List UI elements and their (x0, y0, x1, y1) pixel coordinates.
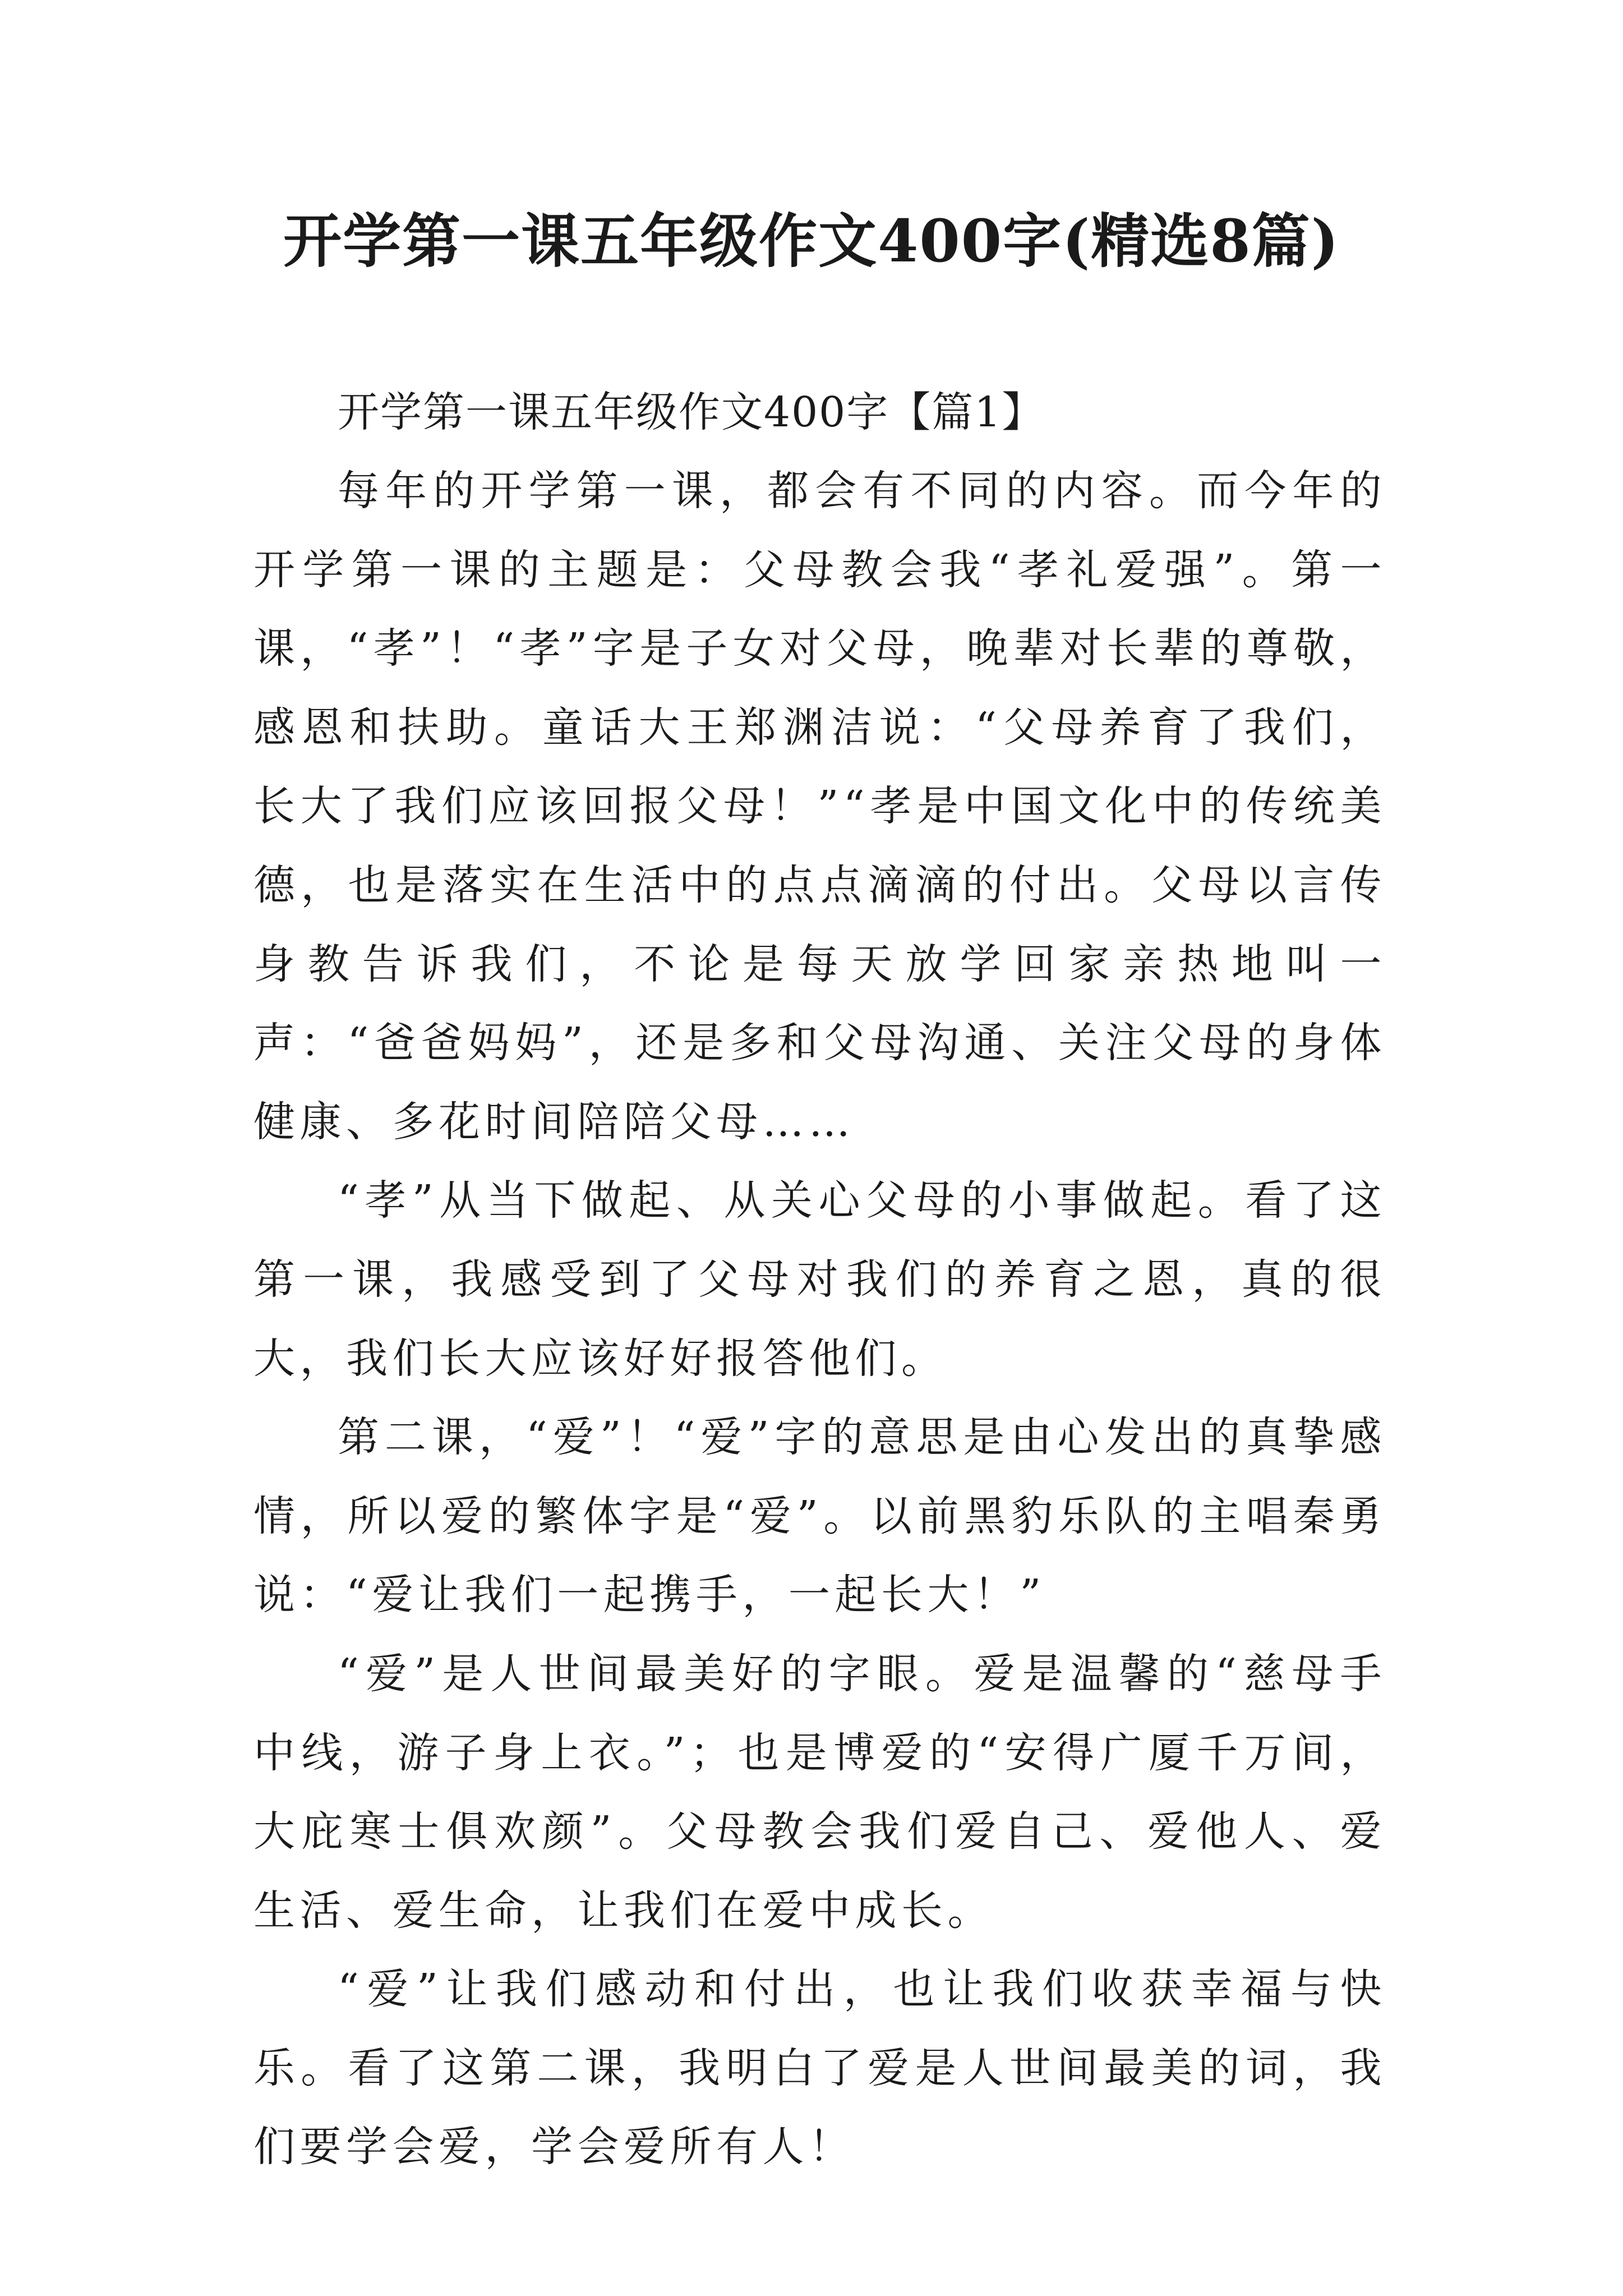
document-body (253, 373, 1386, 2187)
section-heading: 开学第一课五年级作文400字【篇1】 (338, 388, 1045, 436)
paragraph-1: 每年的开学第一课，都会有不同的内容。而今年的开学第一课的主题是：父母教会我“孝礼爱强”。第一课，“孝”！“孝”字是子女对父母，晚辈对长辈的尊敬，感恩和扶助。童话大王郑渊洁说：“父母养育了我们，长大了我们应该回报父母！”“孝是中国文化中的传统美德，也是落实在生活中的点点滴滴的付出。父母以言传身教告诉我们，不论是每天放学回家亲热地叫一声：“爸爸妈妈”，还是多和父母沟通、关注父母的身体健康、多花时间陪陪父母…… (253, 467, 1386, 1146)
paragraph-5: “爱”让我们感动和付出，也让我们收获幸福与快乐。看了这第二课，我明白了爱是人世间最美的词，我们要学会爱，学会爱所有人！ (253, 1965, 1386, 2171)
document-title: 开学第一课五年级作文400字(精选8篇) (283, 206, 1340, 275)
paragraph-4: “爱”是人世间最美好的字眼。爱是温馨的“慈母手中线，游子身上衣。”；也是博爱的“安得广厦千万间，大庇寒士俱欢颜”。父母教会我们爱自己、爱他人、爱生活、爱生命，让我们在爱中成长。 (253, 1649, 1386, 1935)
paragraph-3: 第二课，“爱”！“爱”字的意思是由心发出的真挚感情，所以爱的繁体字是“爱”。以前黑豹乐队的主唱秦勇说：“爱让我们一起携手，一起长大！” (253, 1413, 1386, 1619)
paragraph-2: “孝”从当下做起、从关心父母的小事做起。看了这第一课，我感受到了父母对我们的养育之恩，真的很大，我们长大应该好好报答他们。 (253, 1176, 1386, 1383)
